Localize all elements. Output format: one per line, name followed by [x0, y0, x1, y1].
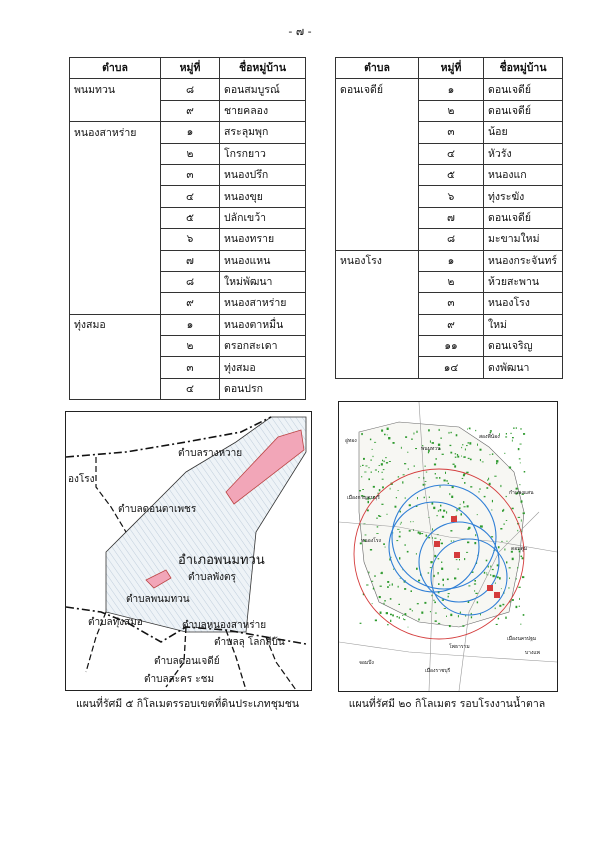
label-tambon-don-ta-phet: ตำบลดอนตาเพชร: [118, 504, 197, 515]
cell-tambon: [70, 336, 161, 357]
cell-village: น้อย: [484, 122, 563, 143]
label-chom-bueng: จอมบึง: [359, 660, 374, 666]
header-moo: หมู่ที่: [419, 58, 484, 79]
cell-village: มะขามใหม่: [484, 229, 563, 250]
cell-village: ทุ่งระฆัง: [484, 186, 563, 207]
label-don-tum: ดอนตูม: [511, 546, 528, 552]
cell-tambon: [336, 314, 419, 335]
table-row: [336, 207, 563, 228]
table-header-row: [336, 58, 563, 79]
cell-tambon: ทุ่งสมอ: [70, 314, 161, 335]
table-row: [70, 271, 306, 292]
table-row: [70, 207, 306, 228]
cell-moo: ๙: [161, 293, 220, 314]
label-tambon-phanom-thuan: ตำบลพนมทวน: [126, 594, 190, 605]
cell-tambon: [336, 271, 419, 292]
cell-village: ห้วยสะพาน: [484, 271, 563, 292]
cell-tambon: [70, 271, 161, 292]
header-tambon: ตำบล: [336, 58, 419, 79]
table-row: [70, 293, 306, 314]
cell-tambon: [70, 293, 161, 314]
table-row: [336, 100, 563, 121]
label-amphoe-phanom-thuan: อำเภอพนมทวน: [178, 553, 265, 568]
table-row: [70, 229, 306, 250]
cell-moo: ๒: [419, 271, 484, 292]
cell-tambon: [70, 207, 161, 228]
table-row: [336, 357, 563, 378]
cell-village: ดอนเจริญ: [484, 336, 563, 357]
cell-village: หนองโรง: [484, 293, 563, 314]
cell-moo: ๓: [161, 357, 220, 378]
cell-moo: ๓: [161, 164, 220, 185]
table-row: [336, 271, 563, 292]
table-row: [70, 378, 306, 399]
table-row: [336, 336, 563, 357]
table-row: [70, 336, 306, 357]
cell-tambon: [70, 186, 161, 207]
cell-tambon: [70, 164, 161, 185]
cell-tambon: หนองสาหร่าย: [70, 122, 161, 143]
header-moo: หมู่ที่: [161, 58, 220, 79]
cell-tambon: ดอนเจดีย์: [336, 79, 419, 100]
cell-tambon: [70, 143, 161, 164]
cell-village: หนองขุย: [220, 186, 306, 207]
cell-tambon: [336, 100, 419, 121]
table-row: [70, 79, 306, 100]
table-row: [70, 164, 306, 185]
cell-tambon: [336, 164, 419, 185]
village-table-right: [335, 57, 563, 379]
cell-village: ดอนเจดีย์: [484, 207, 563, 228]
cell-moo: ๔: [419, 143, 484, 164]
table-row: [70, 314, 306, 335]
cell-village: สระลุมพุก: [220, 122, 306, 143]
table-row: [336, 250, 563, 271]
label-tambon-thung-samo: ตำบลทุ่งสมอ: [88, 617, 143, 628]
label-bang-phae: บางแพ: [525, 650, 540, 656]
factory-marker: [487, 585, 493, 591]
factory-marker: [494, 592, 500, 598]
cell-moo: ๓: [419, 293, 484, 314]
cell-village: ดอนเจดีย์: [484, 100, 563, 121]
cell-village: ทุ่งสมอ: [220, 357, 306, 378]
page-number: - ๗ -: [288, 25, 312, 38]
cell-village: ดงพัฒนา: [484, 357, 563, 378]
header-village: ชื่อหมู่บ้าน: [220, 58, 306, 79]
table-row: [336, 293, 563, 314]
cell-village: ดอนปรก: [220, 378, 306, 399]
cell-moo: ๑: [419, 79, 484, 100]
cell-moo: ๒: [161, 336, 220, 357]
cell-tambon: [70, 229, 161, 250]
cell-village: หนองกระจันทร์: [484, 250, 563, 271]
cell-village: ชายคลอง: [220, 100, 306, 121]
caption-left-map: แผนที่รัศมี ๕ กิโลเมตรรอบเขตที่ดินประเภทชุมชน: [75, 698, 300, 710]
table-row: [336, 79, 563, 100]
cell-village: ใหม่: [484, 314, 563, 335]
cell-moo: ๑๔: [419, 357, 484, 378]
table-row: [336, 314, 563, 335]
cell-moo: ๓: [419, 122, 484, 143]
label-tambon-sa-krachom: ตำบลสะคร ะชม: [144, 674, 215, 685]
cell-tambon: [336, 229, 419, 250]
cell-village: หนองแหน: [220, 250, 306, 271]
cell-tambon: [336, 293, 419, 314]
table-row: [336, 164, 563, 185]
cell-moo: ๗: [161, 250, 220, 271]
cell-tambon: พนมทวน: [70, 79, 161, 100]
header-tambon: ตำบล: [70, 58, 161, 79]
table-row: [70, 186, 306, 207]
table-row: [336, 143, 563, 164]
label-tambon-don-chedi: ตำบลดอนเจดีย์: [154, 656, 220, 667]
cell-village: หนองแก: [484, 164, 563, 185]
cell-village: ดอนเจดีย์: [484, 79, 563, 100]
label-tambon-phang-tru: ตำบลพังตรุ: [188, 572, 236, 583]
caption-right-map: แผนที่รัศมี ๒๐ กิโลเมตร รอบโรงงานน้ำตาล: [348, 698, 546, 710]
cell-moo: ๒: [161, 143, 220, 164]
cell-moo: ๕: [419, 164, 484, 185]
factory-marker: [451, 516, 457, 522]
cell-moo: ๑๑: [419, 336, 484, 357]
cell-village: หนองปรึก: [220, 164, 306, 185]
table-row: [70, 357, 306, 378]
cell-moo: ๔: [161, 186, 220, 207]
cell-tambon: [336, 207, 419, 228]
label-muang-nakhon-pathom: เมืองนครปฐม: [507, 636, 537, 642]
cell-tambon: [70, 250, 161, 271]
table-row: [70, 250, 306, 271]
label-u-thong: อู่ทอง: [345, 438, 357, 444]
label-nong-rong: องโรง: [68, 474, 95, 485]
cell-moo: ๗: [419, 207, 484, 228]
label-tambon-lum-lok: ตำบลลุ โลกสีบ้น: [214, 637, 285, 648]
table-row: [336, 186, 563, 207]
cell-moo: ๕: [161, 207, 220, 228]
cell-village: หนองตาหมื่น: [220, 314, 306, 335]
cell-tambon: [70, 378, 161, 399]
cell-moo: ๑: [419, 250, 484, 271]
cell-moo: ๑: [161, 314, 220, 335]
cell-tambon: [336, 122, 419, 143]
label-phanom-thuan: พนมทวน: [421, 446, 441, 452]
label-kamphaeng-saen: กำแพงแสน: [509, 490, 534, 496]
cell-village: ตรอกสะเดา: [220, 336, 306, 357]
label-muang-ratchaburi: เมืองราชบุรี: [425, 668, 451, 674]
cell-tambon: [336, 336, 419, 357]
table-row: [70, 100, 306, 121]
cell-moo: ๘: [419, 229, 484, 250]
boundary-line: [96, 457, 126, 532]
cell-tambon: [336, 143, 419, 164]
cell-moo: ๔: [161, 378, 220, 399]
table-row: [70, 143, 306, 164]
table-header-row: [70, 58, 306, 79]
cell-moo: ๙: [419, 314, 484, 335]
village-table-left: [69, 57, 306, 400]
cell-village: ใหม่พัฒนา: [220, 271, 306, 292]
factory-marker: [434, 541, 440, 547]
cell-village: หนองทราย: [220, 229, 306, 250]
cell-moo: ๘: [161, 271, 220, 292]
factory-marker: [454, 552, 460, 558]
map-5km-radius: [65, 411, 312, 691]
map-20km-radius: [338, 401, 558, 692]
cell-village: ปลักเขว้า: [220, 207, 306, 228]
label-song-phi-nong: สองพี่น้อง: [479, 434, 500, 440]
cell-tambon: [336, 357, 419, 378]
cell-tambon: [70, 100, 161, 121]
cell-village: หัวรัง: [484, 143, 563, 164]
label-photharam: โพธาราม: [449, 644, 470, 650]
cell-village: หนองสาหร่าย: [220, 293, 306, 314]
cell-tambon: หนองโรง: [336, 250, 419, 271]
table-row: [336, 122, 563, 143]
cell-moo: ๘: [161, 79, 220, 100]
label-muang-kanchanaburi: เมืองกาญจนบุรี: [347, 495, 380, 501]
cell-moo: ๙: [161, 100, 220, 121]
label-tambon-rang-wai: ตำบลรางหวาย: [178, 448, 243, 459]
cell-moo: ๖: [419, 186, 484, 207]
table-row: [336, 229, 563, 250]
table-row: [70, 122, 306, 143]
header-village: ชื่อหมู่บ้าน: [484, 58, 563, 79]
label-tambon-nong-sarai: ตำบลหนองสาหร่าย: [182, 620, 267, 631]
cell-tambon: [70, 357, 161, 378]
cell-village: โกรกยาว: [220, 143, 306, 164]
cell-moo: ๖: [161, 229, 220, 250]
cell-moo: ๑: [161, 122, 220, 143]
cell-village: ดอนสมบูรณ์: [220, 79, 306, 100]
label-nong-rong: หนองโรง: [361, 538, 381, 544]
cell-tambon: [336, 186, 419, 207]
cell-moo: ๒: [419, 100, 484, 121]
